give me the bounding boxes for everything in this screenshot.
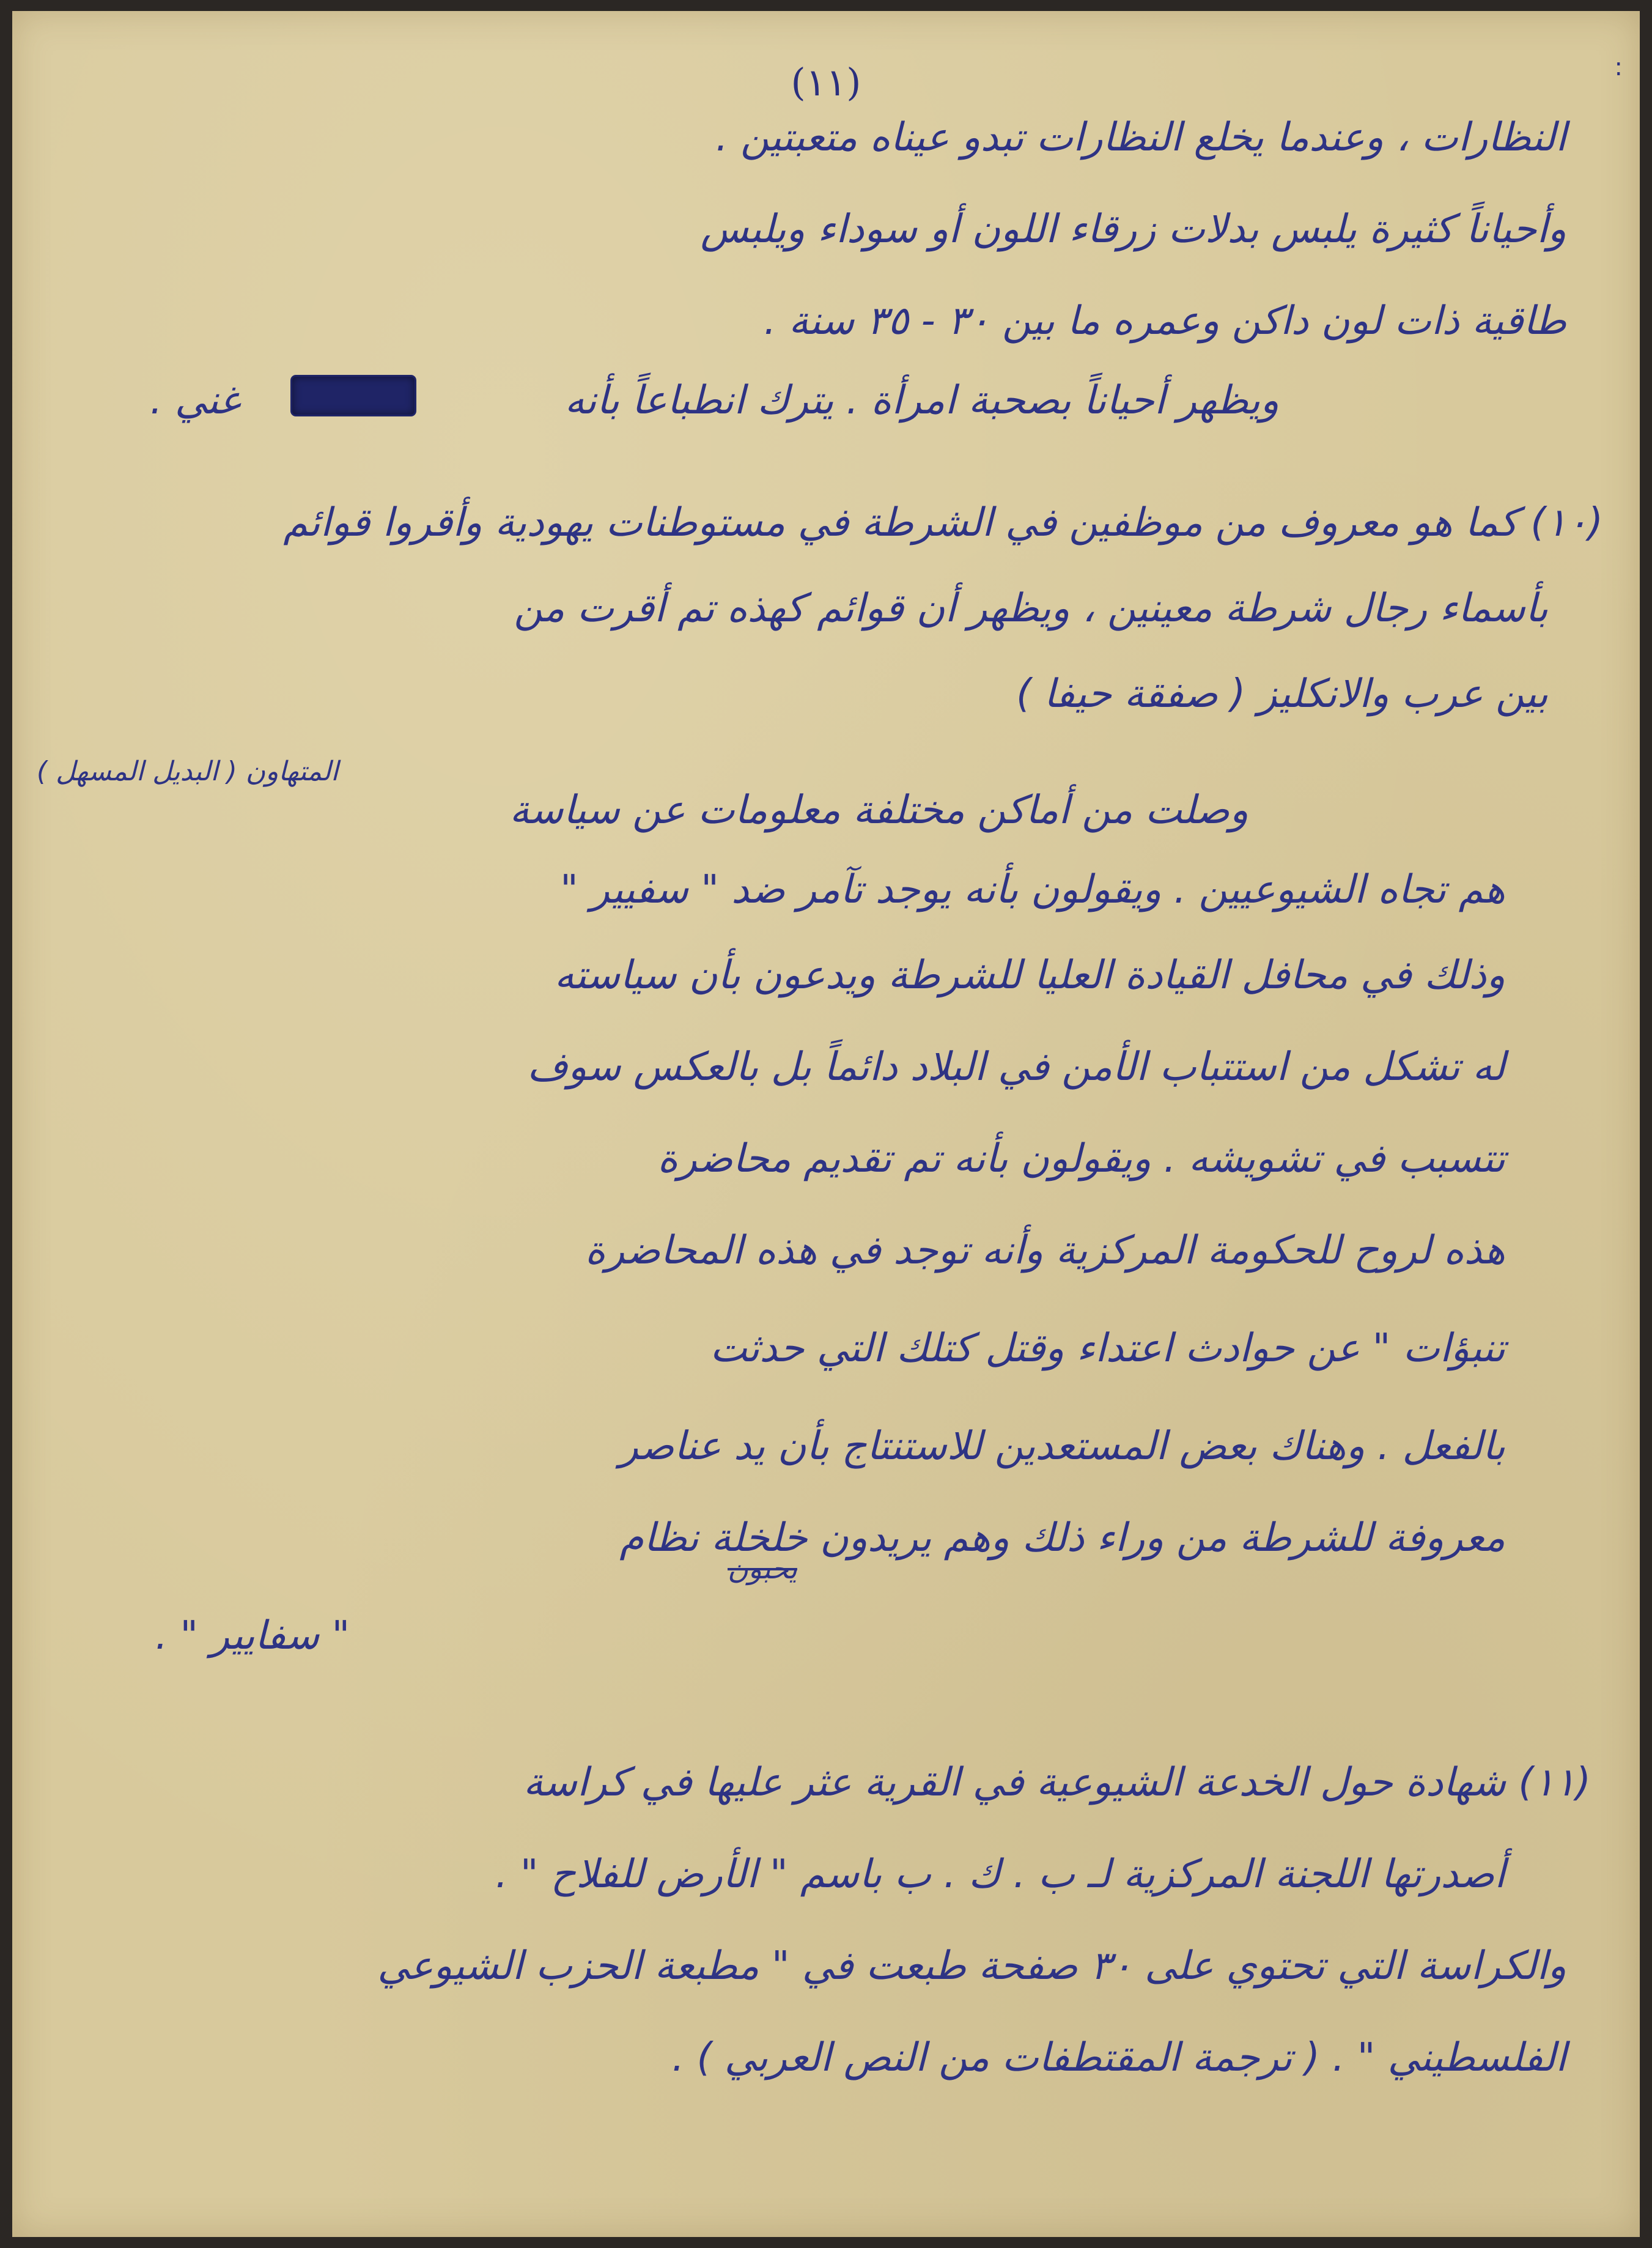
struck-word: يحبون — [728, 1552, 797, 1585]
text-line: ويظهر أحياناً بصحبة امرأة . يترك انطباعاً بأنه — [564, 378, 1279, 423]
text-line: (١٠) كما هو معروف من موظفين في الشرطة في مستوطنات يهودية وأقروا قوائم — [283, 500, 1603, 545]
text-line: غني . — [150, 378, 240, 423]
text-line: بين عرب والانكليز ( صفقة حيفا ) — [1016, 671, 1548, 717]
text-line: له تشكل من استتباب الأمن في البلاد دائماً بل بالعكس سوف — [527, 1045, 1505, 1090]
text-line: " سفايير " . — [155, 1613, 350, 1658]
corner-mark: : — [1614, 53, 1623, 81]
text-line: تتسبب في تشويشه . ويقولون بأنه تم تقديم محاضرة — [657, 1136, 1505, 1181]
text-line: والكراسة التي تحتوي على ٣٠ صفحة طبعت في " مطبعة الحزب الشيوعي — [377, 1943, 1566, 1989]
text-line: تنبؤات " عن حوادث اعتداء وقتل كتلك التي حدثت — [710, 1326, 1505, 1371]
text-line: وذلك في محافل القيادة العليا للشرطة ويدعون بأن سياسته — [554, 953, 1505, 998]
page-number: (١١) — [791, 60, 861, 105]
text-line: وأحياناً كثيرة يلبس بدلات زرقاء اللون أو سوداء ويلبس — [700, 207, 1566, 252]
redaction-mark — [292, 377, 415, 415]
text-line: هم تجاه الشيوعيين . ويقولون بأنه يوجد تآمر ضد " سفيير " — [560, 867, 1505, 912]
text-line: بالفعل . وهناك بعض المستعدين للاستنتاج بأن يد عناصر — [619, 1424, 1505, 1469]
margin-insertion: المتهاون ( البديل المسهل ) — [37, 756, 339, 787]
text-line: وصلت من أماكن مختلفة معلومات عن سياسة — [509, 788, 1248, 833]
text-line: هذه لروح للحكومة المركزية وأنه توجد في هذه المحاضرة — [584, 1228, 1505, 1273]
text-line: بأسماء رجال شرطة معينين ، ويظهر أن قوائم كهذه تم أقرت من — [514, 586, 1548, 631]
text-line: أصدرتها اللجنة المركزية لـ ب . ك . ب باسم " الأرض للفلاح " . — [495, 1852, 1505, 1897]
text-line: النظارات ، وعندما يخلع النظارات تبدو عيناه متعبتين . — [715, 115, 1566, 160]
text-line: معروفة للشرطة من وراء ذلك وهم يريدون خلخلة نظام — [619, 1515, 1505, 1561]
text-line: (١١) شهادة حول الخدعة الشيوعية في القرية عثر عليها في كراسة — [523, 1760, 1591, 1805]
text-line: طاقية ذات لون داكن وعمره ما بين ٣٠ - ٣٥ سنة . — [764, 298, 1566, 344]
text-line: الفلسطيني " . ( ترجمة المقتطفات من النص العربي ) . — [671, 2035, 1566, 2080]
document-page — [12, 11, 1640, 2237]
